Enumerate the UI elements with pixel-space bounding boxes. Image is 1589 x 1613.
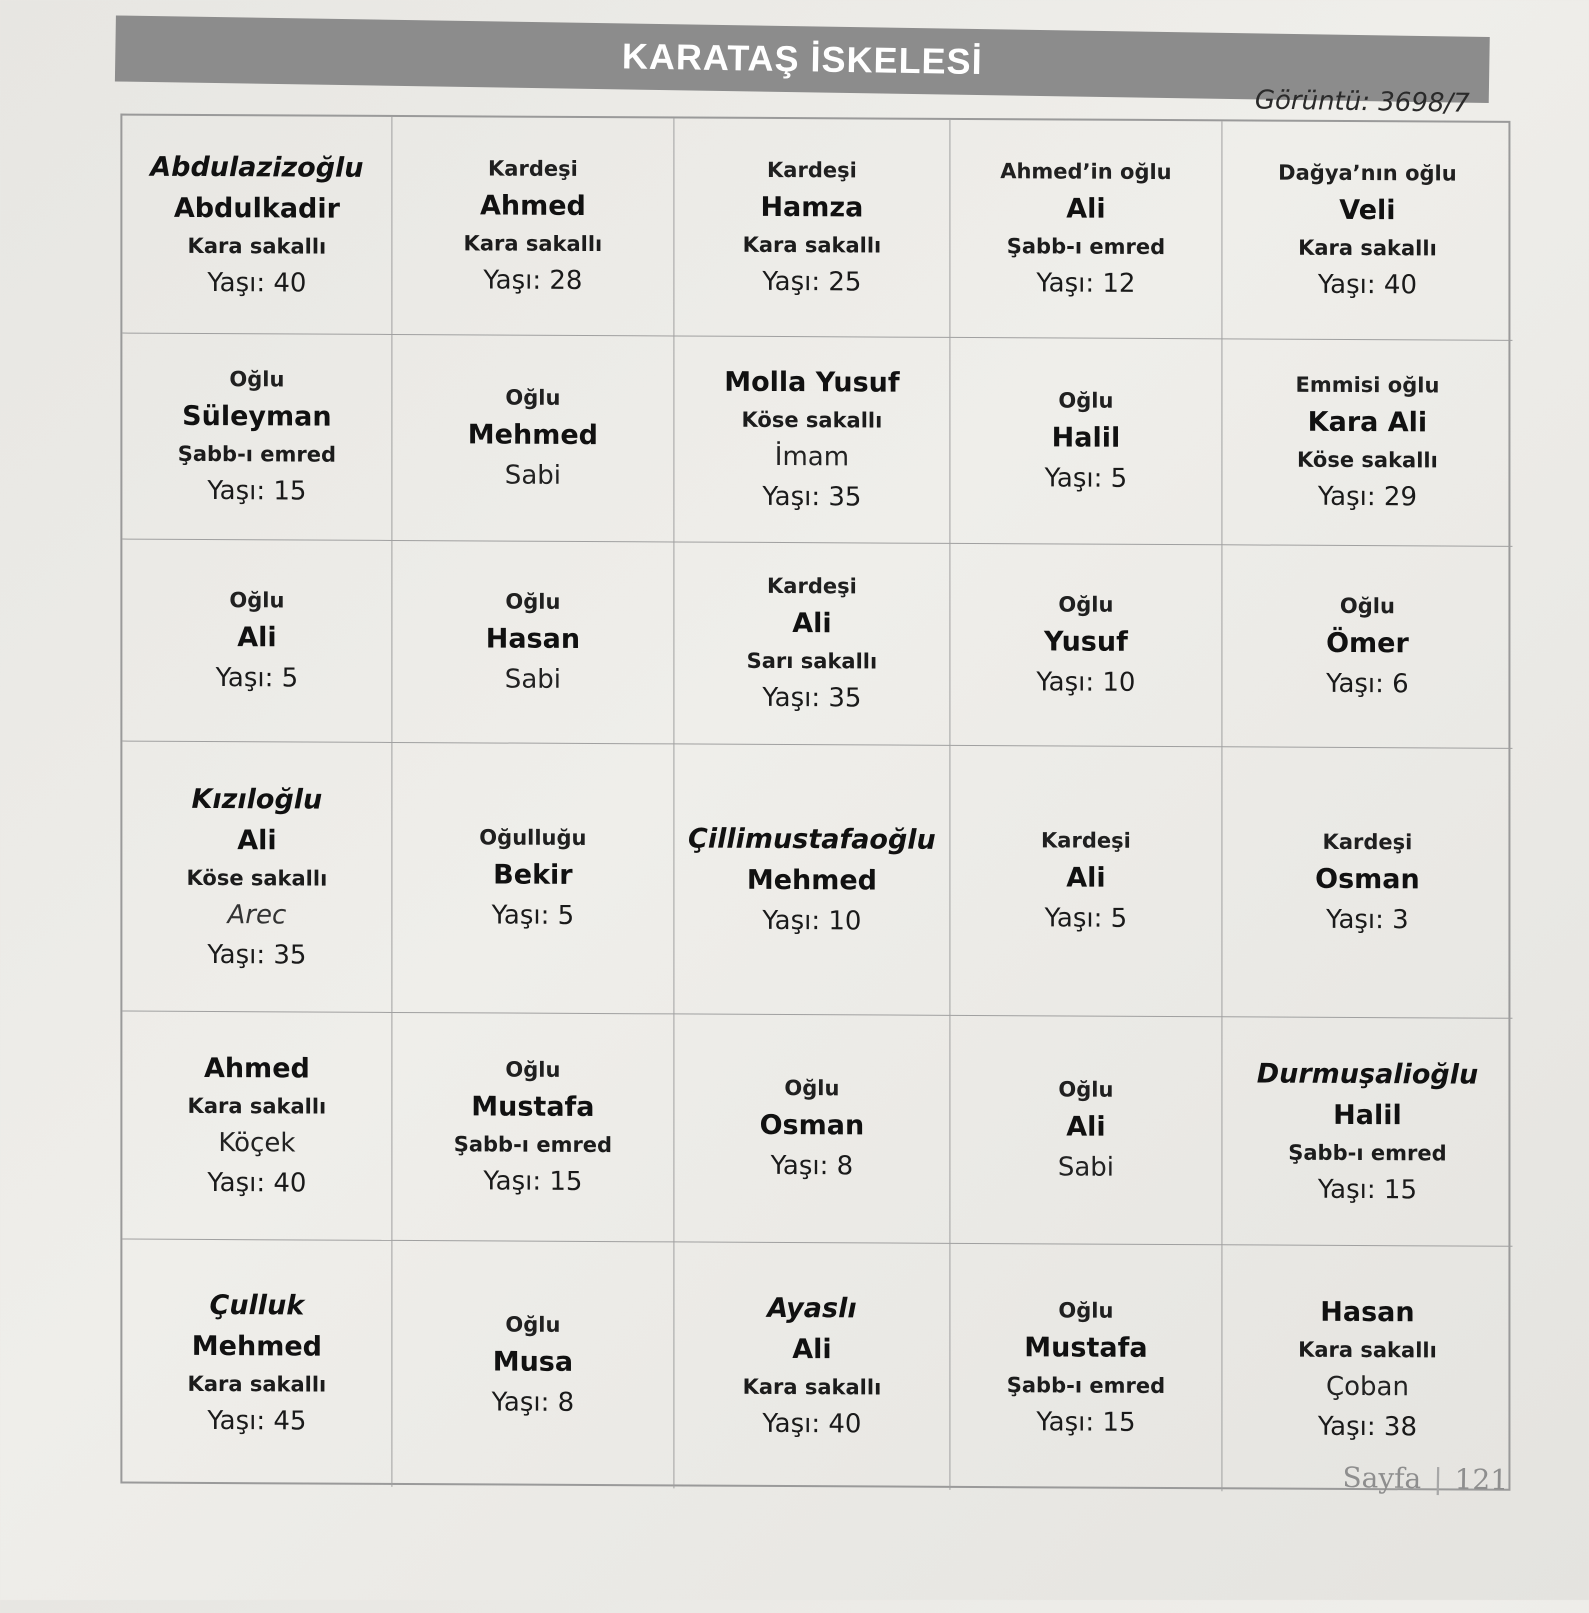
person-name: Osman (759, 1109, 865, 1142)
person-name: Osman (1315, 863, 1420, 896)
table-cell (392, 1241, 674, 1488)
relation-label: Emmisi oğlu (1295, 372, 1440, 398)
page-title: KARATAŞ İSKELESİ (115, 15, 1490, 103)
census-table (120, 114, 1510, 1491)
table-cell (1222, 339, 1512, 547)
age-label: Yaşı: 10 (1036, 667, 1136, 698)
person-name: Ahmed (479, 190, 586, 222)
image-reference: Görüntü: 3698/7 (1254, 85, 1470, 119)
person-name: Ali (1066, 1111, 1106, 1143)
table-cell (392, 335, 674, 542)
relation-label: Dağya’nın oğlu (1278, 160, 1457, 186)
occupation: Sabi (504, 664, 561, 695)
page-footer (1342, 1461, 1508, 1497)
table-cell (392, 117, 674, 336)
table-cell (674, 118, 950, 337)
table-cell (1222, 121, 1512, 341)
occupation: Köçek (218, 1128, 296, 1159)
relation-label: Oğlu (229, 367, 285, 392)
beard-description: Köse sakallı (741, 407, 883, 433)
relation-label: Oğlu (229, 588, 285, 613)
person-name: Ali (1066, 193, 1106, 225)
age-label: Yaşı: 40 (762, 1408, 862, 1440)
occupation: Arec (227, 899, 287, 930)
relation-label: Oğlu (505, 589, 561, 614)
table-cell (1222, 747, 1512, 1019)
beard-description: Köse sakallı (1297, 447, 1438, 473)
person-name: Abdulkadir (173, 192, 340, 225)
person-name: Hasan (485, 623, 581, 655)
person-name: Ali (1066, 862, 1106, 894)
age-label: Yaşı: 38 (1317, 1411, 1418, 1442)
beard-description: Kara sakallı (187, 233, 327, 259)
age-label: Yaşı: 15 (207, 475, 307, 507)
table-cell (674, 336, 950, 543)
age-label: Yaşı: 28 (483, 265, 583, 296)
age-label: Yaşı: 5 (491, 900, 575, 931)
family-name: Çulluk (209, 1289, 305, 1322)
person-name: Molla Yusuf (724, 366, 900, 399)
person-name: Hamza (760, 191, 864, 224)
relation-label: Oğlu (1339, 593, 1395, 619)
relation-label: Ahmed’in oğlu (1000, 159, 1172, 185)
relation-label: Kardeşi (1322, 829, 1413, 855)
page-label: Sayfa (1342, 1460, 1422, 1496)
relation-label: Oğlu (1058, 388, 1114, 413)
page-separator: | (1432, 1462, 1443, 1496)
person-name: Ali (792, 608, 832, 640)
age-label: Yaşı: 40 (1317, 269, 1418, 301)
person-name: Hasan (1320, 1296, 1415, 1328)
table-cell (122, 116, 392, 335)
beard-description: Sarı sakallı (746, 648, 878, 674)
age-label: Yaşı: 15 (1317, 1174, 1418, 1205)
person-name: Halil (1333, 1099, 1402, 1131)
table-cell (950, 1244, 1222, 1491)
table-cell (1222, 545, 1512, 749)
beard-description: Kara sakallı (187, 1371, 327, 1397)
age-label: Yaşı: 5 (1044, 463, 1128, 494)
age-label: Yaşı: 25 (762, 266, 862, 298)
family-name: Kızıloğlu (191, 783, 323, 816)
table-cell (950, 746, 1222, 1017)
person-name: Mustafa (1024, 1331, 1148, 1364)
person-name: Bekir (493, 859, 573, 891)
beard-description: Şabb-ı emred (453, 1132, 613, 1158)
table-cell (1222, 1017, 1512, 1247)
person-name: Ali (792, 1334, 832, 1366)
age-label: Yaşı: 15 (1036, 1406, 1136, 1438)
beard-description: Kara sakallı (742, 1374, 882, 1400)
table-cell (392, 541, 674, 744)
age-label: Yaşı: 3 (1326, 904, 1409, 936)
age-label: Yaşı: 8 (491, 1386, 575, 1418)
beard-description: Kara sakallı (187, 1093, 327, 1119)
relation-label: Oğulluğu (479, 825, 587, 850)
age-label: Yaşı: 35 (762, 682, 862, 714)
person-name: Mehmed (191, 1330, 322, 1363)
age-label: Yaşı: 6 (1326, 668, 1409, 700)
table-cell (1222, 1245, 1512, 1496)
table-cell (122, 1240, 392, 1487)
person-name: Veli (1339, 194, 1396, 227)
relation-label: Oğlu (505, 385, 561, 410)
relation-label: Oğlu (1058, 592, 1114, 617)
beard-description: Kara sakallı (742, 232, 882, 258)
person-name: Ahmed (203, 1052, 310, 1085)
age-label: Yaşı: 45 (207, 1405, 307, 1437)
relation-label: Kardeşi (767, 157, 857, 183)
person-name: Ali (237, 824, 277, 856)
beard-description: Köse sakallı (186, 865, 328, 891)
person-name: Musa (492, 1345, 574, 1378)
beard-description: Kara sakallı (1298, 235, 1437, 261)
occupation: İmam (774, 441, 850, 473)
table-cell (950, 544, 1222, 747)
family-name: Çillimustafaoğlu (688, 823, 936, 856)
relation-label: Oğlu (505, 1057, 561, 1082)
table-cell (392, 743, 674, 1014)
age-label: Yaşı: 40 (207, 1167, 307, 1199)
page-number: 121 (1454, 1462, 1509, 1497)
person-name: Kara Ali (1307, 406, 1428, 439)
relation-label: Oğlu (1058, 1077, 1114, 1102)
person-name: Mehmed (467, 419, 599, 452)
table-cell (674, 744, 950, 1015)
table-cell (122, 742, 392, 1013)
person-name: Ömer (1326, 627, 1409, 660)
table-cell (122, 1012, 392, 1241)
relation-label: Oğlu (784, 1075, 840, 1101)
relation-label: Oğlu (505, 1312, 561, 1337)
age-label: Yaşı: 29 (1317, 481, 1418, 513)
table-cell (674, 1242, 950, 1489)
age-label: Yaşı: 40 (207, 267, 307, 299)
age-label: Yaşı: 35 (762, 481, 862, 513)
beard-description: Şabb-ı emred (1006, 234, 1166, 260)
relation-label: Kardeşi (488, 156, 578, 181)
relation-label: Kardeşi (767, 573, 857, 599)
table-cell (950, 120, 1222, 339)
table-cell (674, 1014, 950, 1243)
person-name: Mehmed (746, 864, 878, 896)
table-cell (122, 540, 392, 743)
person-name: Yusuf (1043, 626, 1128, 658)
occupation: Sabi (1057, 1152, 1115, 1183)
table-cell (950, 338, 1222, 545)
table-cell (122, 334, 392, 541)
beard-description: Kara sakallı (1298, 1337, 1437, 1362)
beard-description: Şabb-ı emred (1006, 1372, 1166, 1398)
table-cell (950, 1016, 1222, 1245)
age-label: Yaşı: 12 (1036, 268, 1136, 299)
person-name: Mustafa (471, 1091, 595, 1123)
table-cell (392, 1013, 674, 1242)
person-name: Ali (237, 622, 277, 654)
age-label: Yaşı: 10 (762, 905, 862, 936)
table-cell (674, 542, 950, 745)
relation-label: Kardeşi (1041, 828, 1131, 853)
beard-description: Şabb-ı emred (177, 441, 337, 467)
age-label: Yaşı: 5 (215, 663, 299, 694)
occupation: Sabi (504, 460, 561, 491)
family-name: Abdulazizoğlu (150, 151, 364, 184)
beard-description: Kara sakallı (463, 231, 603, 257)
person-name: Süleyman (182, 400, 332, 433)
age-label: Yaşı: 15 (483, 1166, 583, 1197)
beard-description: Şabb-ı emred (1288, 1140, 1447, 1165)
family-name: Ayaslı (767, 1292, 857, 1325)
relation-label: Oğlu (1058, 1297, 1114, 1323)
family-name: Durmuşalioğlu (1256, 1057, 1479, 1091)
age-label: Yaşı: 8 (770, 1150, 854, 1182)
person-name: Halil (1051, 422, 1121, 454)
age-label: Yaşı: 5 (1044, 903, 1128, 934)
age-label: Yaşı: 35 (207, 939, 307, 970)
occupation: Çoban (1325, 1371, 1409, 1402)
